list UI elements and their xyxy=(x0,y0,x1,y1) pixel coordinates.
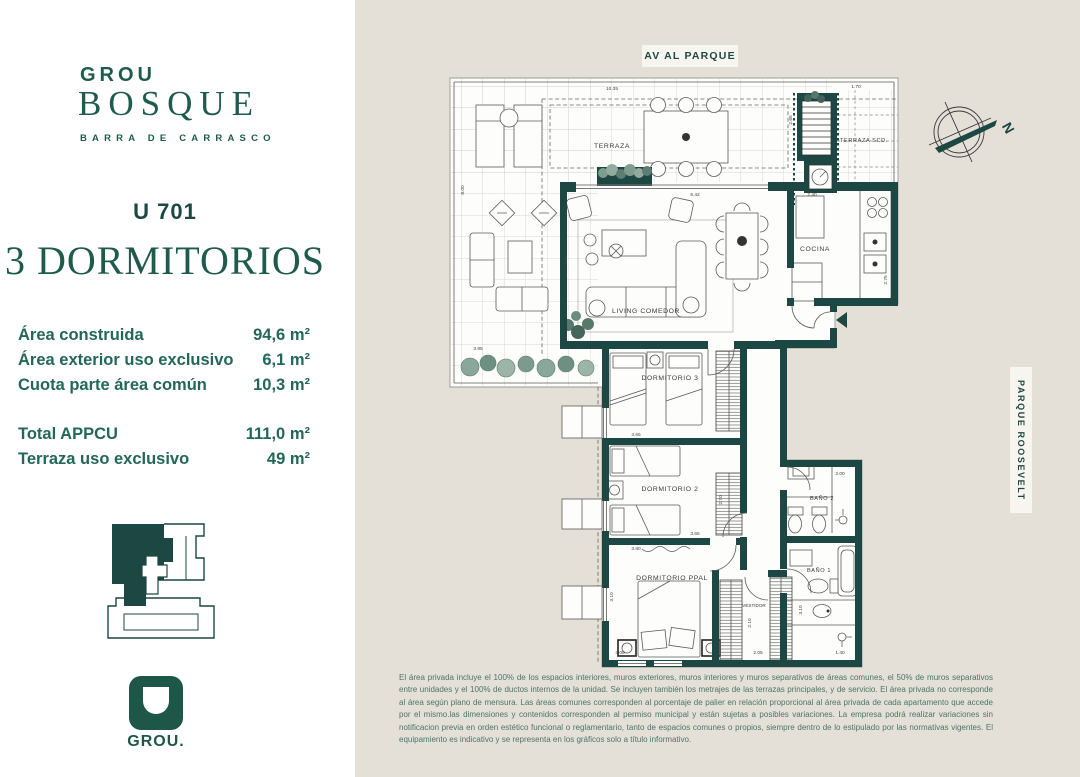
dim: 2.75 xyxy=(884,275,889,285)
area-row xyxy=(18,376,310,395)
brand-name: GROU xyxy=(80,64,156,86)
room-label-cocina: COCINA xyxy=(799,246,831,253)
grou-logo-caption: GROU. xyxy=(127,733,185,750)
bedroom3-furniture xyxy=(610,351,742,431)
area-value: 94,6 m² xyxy=(253,326,310,344)
room-label-living: LIVING COMEDOR xyxy=(611,308,681,315)
dim: 1.70 xyxy=(851,85,861,90)
window-planter xyxy=(597,164,652,186)
dim: 3.95 xyxy=(473,347,483,352)
north-letter: N xyxy=(998,119,1018,137)
area-value: 111,0 m² xyxy=(245,425,310,443)
room-label-terraza: TERRAZA xyxy=(594,143,630,150)
north-compass-icon xyxy=(925,92,1025,172)
room-label-bano1: BAÑO 1 xyxy=(806,568,832,574)
grou-logo-icon xyxy=(128,675,184,731)
area-value: 6,1 m² xyxy=(262,351,310,369)
room-label-dorm-ppal: DORMITORIO PPAL xyxy=(636,575,708,582)
dim: 2.70 xyxy=(719,495,724,505)
area-label: Cuota parte área común xyxy=(18,376,207,394)
floor-plan xyxy=(440,65,910,675)
street-label: AV AL PARQUE xyxy=(642,45,738,67)
dim: 2.10 xyxy=(748,618,753,628)
unit-code: U 701 xyxy=(133,199,197,224)
dim: 2.00 xyxy=(781,500,786,510)
area-value: 49 m² xyxy=(266,450,310,468)
dim: 3.65 xyxy=(690,532,700,537)
dim: 1.40 xyxy=(835,651,845,656)
dim: 2.65 xyxy=(789,115,794,125)
area-label: Total APPCU xyxy=(18,425,118,443)
dim: 2.40 xyxy=(807,193,817,198)
dim: 4.00 xyxy=(564,255,569,265)
area-label: Área construida xyxy=(18,326,144,344)
room-label-vestidor: VESTIDOR xyxy=(742,603,766,608)
dim: 3.80 xyxy=(631,547,641,552)
brand-project: BOSQUE xyxy=(78,84,261,123)
area-label: Área exterior uso exclusivo xyxy=(18,351,234,369)
dim: 2.00 xyxy=(835,472,845,477)
dim: 3.65 xyxy=(631,433,641,438)
disclaimer-text: El área privada incluye el 100% de los espacios interiores, muros exteriores, muros interiores y muros separativos de áreas comunes, el 50% de muros separativos entre unidades y el 100% de ductos internos de la unidad. Se incluyen también los metrajes de las terrazas principales, y de servicio. El área privada no corresponde al área según plano de mensura. Las áreas comunes corresponden al porcentaje de palier en relación proporcional al área privada de cada apartamento que accede por el mismo.las dimensiones y contenidos corresponden al permiso municipal y están sujetas a posibles variaciones. La empresa podrá realizar variaciones sin notificacion previa en orden estético funcional o reglamentario, tanto de espacios comunes o propios, siempre dentro de lo estipulado por las normativas vigentes. El equipamiento es indicativo y se representa en los gráficos solo a título informativo. xyxy=(399,673,993,745)
room-label-dorm3: DORMITORIO 3 xyxy=(641,375,699,382)
area-row xyxy=(18,351,310,370)
dim: 6.42 xyxy=(690,193,700,198)
room-label-dorm2: DORMITORIO 2 xyxy=(641,486,699,493)
unit-locator-icon xyxy=(100,518,222,644)
area-total-row xyxy=(18,450,310,469)
dim: 3.05 xyxy=(615,651,625,656)
dim: 3.10 xyxy=(610,592,615,602)
left-panel xyxy=(0,0,355,777)
area-value: 10,3 m² xyxy=(253,376,310,394)
area-label: Terraza uso exclusivo xyxy=(18,450,190,468)
area-total-row xyxy=(18,425,310,444)
area-table xyxy=(18,326,310,475)
dim: 2.05 xyxy=(753,651,763,656)
dim: 8.00 xyxy=(461,185,466,195)
brand-location: BARRA DE CARRASCO xyxy=(80,133,276,144)
park-label: PARQUE ROOSEVELT xyxy=(1010,367,1032,513)
entrance-arrow-icon xyxy=(836,312,847,328)
area-row xyxy=(18,326,310,345)
dim: 10.35 xyxy=(605,87,619,92)
unit-type: 3 DORMITORIOS xyxy=(4,238,326,283)
room-label-terraza-scd: TERRAZA SCD. xyxy=(840,138,888,144)
dim: 3.10 xyxy=(799,605,804,615)
room-label-bano2: BAÑO 2 xyxy=(809,496,835,502)
